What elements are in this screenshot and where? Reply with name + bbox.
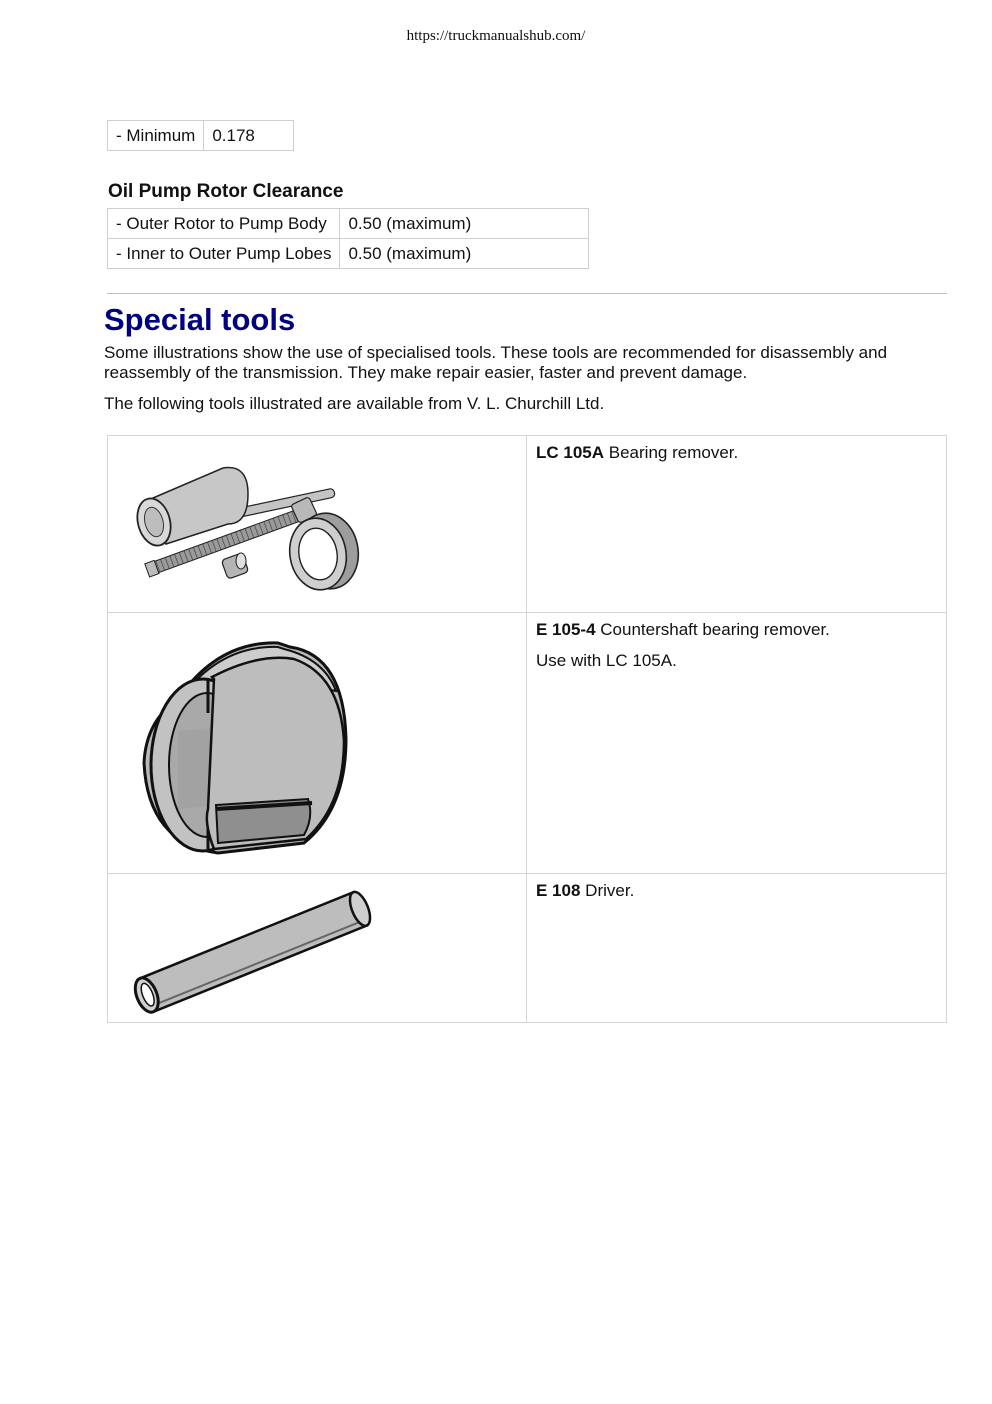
tool-code: LC 105A [536, 443, 605, 462]
section-title: Special tools [104, 302, 296, 337]
tool-description: Driver. [585, 881, 635, 900]
availability-paragraph: The following tools illustrated are available from V. L. Churchill Ltd. [104, 394, 605, 413]
oil-pump-row-value: 0.50 (maximum) [340, 239, 589, 269]
tool-description-cell [527, 436, 947, 613]
tool-code: E 105-4 [536, 620, 596, 639]
tool-entry [536, 881, 937, 901]
minimum-table [107, 120, 294, 151]
tool-image-cell [108, 613, 527, 874]
table-row [108, 874, 947, 1023]
table-row [108, 436, 947, 613]
bearing-remover-illustration [108, 436, 526, 612]
countershaft-bearing-remover-illustration [108, 613, 526, 873]
section-divider [107, 293, 947, 294]
minimum-value: 0.178 [204, 121, 294, 151]
minimum-label: - Minimum [108, 121, 204, 151]
tool-code: E 108 [536, 881, 581, 900]
table-row [108, 239, 589, 269]
intro-paragraph: Some illustrations show the use of specialised tools. These tools are recommended for disassembly and reassembly of the transmission. They make repair easier, faster and prevent damage. [104, 343, 888, 382]
tool-image-cell [108, 874, 527, 1023]
tool-description: Bearing remover. [608, 443, 739, 462]
tool-description-cell [527, 613, 947, 874]
oil-pump-row-label: - Inner to Outer Pump Lobes [108, 239, 340, 269]
table-row [108, 209, 589, 239]
tool-description-cell [527, 874, 947, 1023]
oil-pump-row-value: 0.50 (maximum) [340, 209, 589, 239]
page-url: https://truckmanualshub.com/ [406, 28, 586, 44]
driver-illustration [108, 874, 526, 1022]
oil-pump-heading: Oil Pump Rotor Clearance [108, 181, 344, 202]
tools-table [107, 435, 947, 1023]
table-row [108, 121, 294, 151]
tool-entry [536, 620, 937, 640]
tool-entry [536, 443, 937, 463]
table-row [108, 613, 947, 874]
tool-note: Use with LC 105A. [536, 651, 677, 670]
oil-pump-row-label: - Outer Rotor to Pump Body [108, 209, 340, 239]
tool-description: Countershaft bearing remover. [600, 620, 830, 639]
oil-pump-table [107, 208, 589, 269]
tool-image-cell [108, 436, 527, 613]
